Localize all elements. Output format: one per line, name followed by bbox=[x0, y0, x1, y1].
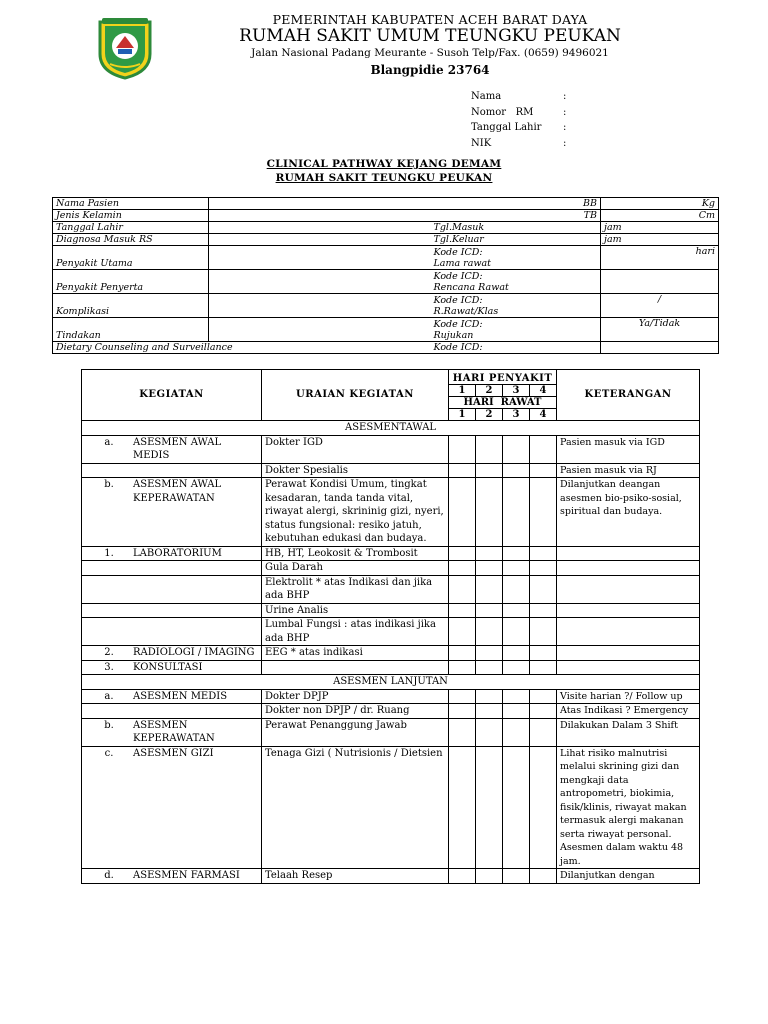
label-nama-pasien: Nama Pasien bbox=[53, 198, 209, 210]
day-check-cell[interactable] bbox=[449, 689, 476, 704]
day-check-cell[interactable] bbox=[503, 603, 530, 618]
day-check-cell[interactable] bbox=[476, 478, 503, 547]
day-check-cell[interactable] bbox=[449, 746, 476, 869]
day-check-cell[interactable] bbox=[530, 463, 557, 478]
table-row bbox=[82, 575, 700, 603]
table-row bbox=[82, 718, 700, 746]
cell-kegiatan bbox=[82, 618, 262, 646]
day-check-cell[interactable] bbox=[503, 618, 530, 646]
row-kegiatan: ASESMEN MEDIS bbox=[133, 690, 228, 702]
row-index: c. bbox=[104, 747, 114, 759]
table-row bbox=[82, 869, 700, 884]
day-3: 3 bbox=[503, 385, 530, 397]
label-tindakan: Tindakan bbox=[53, 318, 209, 342]
row-keterangan: Visite harian ?/ Follow up bbox=[557, 689, 700, 704]
table-row bbox=[82, 546, 700, 561]
pathway-table bbox=[81, 369, 700, 884]
spacer bbox=[209, 246, 431, 270]
label-jam-masuk: jam bbox=[601, 222, 719, 234]
row-uraian: Dokter non DPJP / dr. Ruang bbox=[262, 704, 449, 719]
row-uraian: Dokter DPJP bbox=[262, 689, 449, 704]
id-colon: : bbox=[563, 106, 567, 118]
day-check-cell[interactable] bbox=[530, 618, 557, 646]
row-kegiatan: LABORATORIUM bbox=[133, 547, 222, 559]
cell-kegiatan bbox=[82, 869, 262, 884]
row-index: d. bbox=[104, 870, 114, 881]
row-uraian: EEG * atas indikasi bbox=[262, 646, 449, 661]
row-index: 3. bbox=[104, 661, 114, 673]
day-check-cell[interactable] bbox=[530, 478, 557, 547]
row-index: a. bbox=[104, 436, 114, 448]
label-diagnosa: Diagnosa Masuk RS bbox=[53, 234, 209, 246]
day-2: 2 bbox=[476, 409, 503, 421]
label-komplikasi: Komplikasi bbox=[53, 294, 209, 318]
id-label-nik: NIK bbox=[471, 137, 492, 149]
row-uraian: Gula Darah bbox=[262, 561, 449, 576]
label-kode-icd-4: Kode ICD: bbox=[433, 319, 483, 330]
table-row bbox=[82, 463, 700, 478]
row-uraian: Urine Analis bbox=[262, 603, 449, 618]
day-check-cell[interactable] bbox=[476, 561, 503, 576]
cell-kegiatan bbox=[82, 646, 262, 661]
label-kode-icd-1: Kode ICD: bbox=[433, 247, 483, 258]
row-uraian: Telaah Resep bbox=[262, 869, 449, 884]
day-check-cell[interactable] bbox=[476, 575, 503, 603]
row-index: 1. bbox=[104, 547, 114, 559]
label-hari: hari bbox=[601, 246, 719, 270]
label-penyakit-penyerta: Penyakit Penyerta bbox=[53, 270, 209, 294]
day-check-cell[interactable] bbox=[449, 718, 476, 746]
day-check-cell[interactable] bbox=[449, 463, 476, 478]
row-keterangan bbox=[557, 546, 700, 561]
table-row bbox=[82, 478, 700, 547]
day-check-cell[interactable] bbox=[449, 603, 476, 618]
day-check-cell[interactable] bbox=[530, 718, 557, 746]
label-tgl-keluar: Tgl.Keluar bbox=[431, 234, 601, 246]
row-keterangan: Lihat risiko malnutrisi melalui skrining gizi dan mengkaji data antropometri, biokimia, fisik/klinis, riwayat makan termasuk alergi makanan serta riwayat personal. Asesmen dalam waktu 48 jam. bbox=[557, 746, 700, 869]
label-slash: / bbox=[601, 294, 719, 318]
row-index: a. bbox=[104, 690, 114, 702]
day-check-cell[interactable] bbox=[530, 546, 557, 561]
day-check-cell[interactable] bbox=[476, 603, 503, 618]
day-check-cell[interactable] bbox=[503, 746, 530, 869]
label-tgl-masuk: Tgl.Masuk bbox=[431, 222, 601, 234]
cell-kegiatan bbox=[82, 575, 262, 603]
label-kg: Kg bbox=[601, 198, 719, 210]
id-colon: : bbox=[563, 91, 567, 102]
day-check-cell[interactable] bbox=[449, 478, 476, 547]
day-check-cell[interactable] bbox=[449, 435, 476, 463]
id-label-nama: Nama bbox=[471, 91, 502, 102]
table-row bbox=[82, 660, 700, 675]
row-keterangan bbox=[557, 618, 700, 646]
section-asesmen-awal: ASESMENTAWAL bbox=[82, 421, 700, 436]
table-row bbox=[82, 689, 700, 704]
day-check-cell[interactable] bbox=[530, 660, 557, 675]
day-check-cell[interactable] bbox=[449, 869, 476, 884]
day-check-cell[interactable] bbox=[530, 646, 557, 661]
header-city: Blangpidie 23764 bbox=[370, 63, 490, 77]
table-row bbox=[82, 561, 700, 576]
spacer bbox=[209, 234, 431, 246]
cell-kegiatan bbox=[82, 704, 262, 719]
day-check-cell[interactable] bbox=[530, 603, 557, 618]
day-check-cell[interactable] bbox=[503, 704, 530, 719]
label-cm: Cm bbox=[601, 210, 719, 222]
day-check-cell[interactable] bbox=[449, 546, 476, 561]
cell-kegiatan bbox=[82, 546, 262, 561]
day-check-cell[interactable] bbox=[530, 689, 557, 704]
row-uraian: Lumbal Fungsi : atas indikasi jika ada BHP bbox=[262, 618, 449, 646]
spacer bbox=[209, 270, 431, 294]
id-colon: : bbox=[563, 137, 567, 149]
row-uraian: Dokter IGD bbox=[262, 435, 449, 463]
day-check-cell[interactable] bbox=[530, 746, 557, 869]
day-check-cell[interactable] bbox=[449, 575, 476, 603]
table-row bbox=[82, 646, 700, 661]
spacer bbox=[209, 318, 431, 342]
day-check-cell[interactable] bbox=[476, 546, 503, 561]
row-kegiatan: ASESMEN AWAL MEDIS bbox=[133, 436, 222, 461]
day-check-cell[interactable] bbox=[449, 646, 476, 661]
row-uraian: HB, HT, Leokosit & Trombosit bbox=[262, 546, 449, 561]
day-check-cell[interactable] bbox=[476, 718, 503, 746]
cell-kegiatan bbox=[82, 435, 262, 463]
day-check-cell[interactable] bbox=[503, 718, 530, 746]
label-r-rawat-klas: R.Rawat/Klas bbox=[433, 306, 499, 317]
row-index: 2. bbox=[104, 647, 114, 658]
table-row bbox=[82, 603, 700, 618]
cell-kegiatan bbox=[82, 746, 262, 869]
day-check-cell[interactable] bbox=[530, 575, 557, 603]
day-4: 4 bbox=[530, 385, 557, 397]
day-check-cell[interactable] bbox=[503, 546, 530, 561]
row-uraian: Perawat Penanggung Jawab bbox=[262, 718, 449, 746]
asesmen-awal-rows bbox=[82, 435, 700, 675]
col-uraian: URAIAN KEGIATAN bbox=[262, 370, 449, 421]
row-keterangan bbox=[557, 561, 700, 576]
section-asesmen-lanjutan: ASESMEN LANJUTAN bbox=[82, 675, 700, 690]
row-index: b. bbox=[104, 479, 114, 490]
row-keterangan: Pasien masuk via IGD bbox=[557, 435, 700, 463]
row-uraian: Elektrolit * atas Indikasi dan jika ada BHP bbox=[262, 575, 449, 603]
hospital-logo bbox=[96, 16, 154, 80]
day-check-cell[interactable] bbox=[530, 561, 557, 576]
day-check-cell[interactable] bbox=[476, 704, 503, 719]
label-jenis-kelamin: Jenis Kelamin bbox=[53, 210, 209, 222]
spacer bbox=[209, 294, 431, 318]
col-keterangan: KETERANGAN bbox=[557, 370, 700, 421]
label-tanggal-lahir: Tanggal Lahir bbox=[53, 222, 209, 234]
day-check-cell[interactable] bbox=[476, 869, 503, 884]
spacer bbox=[209, 222, 431, 234]
document-subtitle: RUMAH SAKIT TEUNGKU PEUKAN bbox=[275, 172, 493, 184]
day-check-cell[interactable] bbox=[449, 704, 476, 719]
label-kode-icd-3: Kode ICD: bbox=[433, 295, 483, 306]
patient-id-block bbox=[471, 89, 573, 151]
day-check-cell[interactable] bbox=[503, 660, 530, 675]
table-row bbox=[82, 746, 700, 869]
header-address: Jalan Nasional Padang Meurante - Susoh Telp/Fax. (0659) 9496021 bbox=[251, 47, 609, 59]
day-check-cell[interactable] bbox=[476, 660, 503, 675]
header-hospital-name: RUMAH SAKIT UMUM TEUNGKU PEUKAN bbox=[239, 26, 621, 46]
row-kegiatan: ASESMEN GIZI bbox=[133, 747, 214, 759]
empty-cell bbox=[601, 342, 719, 354]
label-kode-icd-5: Kode ICD: bbox=[431, 342, 601, 354]
label-rujukan: Rujukan bbox=[433, 330, 474, 341]
cell-kegiatan bbox=[82, 660, 262, 675]
cell-kegiatan bbox=[82, 718, 262, 746]
cell-kegiatan bbox=[82, 561, 262, 576]
label-lama-rawat: Lama rawat bbox=[433, 258, 491, 269]
row-keterangan bbox=[557, 575, 700, 603]
id-colon: : bbox=[563, 122, 567, 133]
row-uraian: Dokter Spesialis bbox=[262, 463, 449, 478]
label-kode-icd-2: Kode ICD: bbox=[433, 271, 483, 282]
row-keterangan: Atas Indikasi ? Emergency bbox=[557, 704, 700, 719]
day-check-cell[interactable] bbox=[476, 435, 503, 463]
day-check-cell[interactable] bbox=[503, 463, 530, 478]
day-check-cell[interactable] bbox=[530, 435, 557, 463]
label-ya-tidak: Ya/Tidak bbox=[601, 318, 719, 342]
col-hari-rawat: HARI RAWAT bbox=[449, 397, 557, 409]
asesmen-lanjutan-rows bbox=[82, 689, 700, 883]
table-row bbox=[82, 704, 700, 719]
label-bb: BB bbox=[209, 198, 601, 210]
day-check-cell[interactable] bbox=[503, 435, 530, 463]
cell-kegiatan bbox=[82, 603, 262, 618]
day-check-cell[interactable] bbox=[503, 478, 530, 547]
day-check-cell[interactable] bbox=[449, 618, 476, 646]
cell-kegiatan bbox=[82, 689, 262, 704]
row-uraian: Perawat Kondisi Umum, tingkat kesadaran, tanda tanda vital, riwayat alergi, skrininig gizi, nyeri, status fungsional: resiko jatuh, kebutuhan edukasi dan budaya. bbox=[262, 478, 449, 547]
row-uraian: Tenaga Gizi ( Nutrisionis / Dietsien bbox=[262, 746, 449, 869]
label-penyakit-utama: Penyakit Utama bbox=[53, 246, 209, 270]
day-check-cell[interactable] bbox=[503, 689, 530, 704]
day-check-cell[interactable] bbox=[476, 746, 503, 869]
label-dietary: Dietary Counseling and Surveillance bbox=[53, 342, 431, 354]
id-label-rm: Nomor RM bbox=[471, 106, 534, 118]
row-keterangan bbox=[557, 646, 700, 661]
day-check-cell[interactable] bbox=[476, 463, 503, 478]
day-check-cell[interactable] bbox=[530, 869, 557, 884]
row-keterangan bbox=[557, 603, 700, 618]
day-check-cell[interactable] bbox=[476, 618, 503, 646]
row-kegiatan: KONSULTASI bbox=[133, 661, 203, 673]
day-3: 3 bbox=[503, 409, 530, 421]
row-keterangan: Dilanjutkan deangan asesmen bio-psiko-sosial, spiritual dan budaya. bbox=[557, 478, 700, 547]
id-label-tgl: Tanggal Lahir bbox=[471, 122, 542, 133]
row-kegiatan: ASESMEN FARMASI bbox=[133, 870, 240, 881]
label-jam-keluar: jam bbox=[601, 234, 719, 246]
row-kegiatan: ASESMEN KEPERAWATAN bbox=[133, 719, 215, 744]
day-1: 1 bbox=[449, 409, 476, 421]
row-kegiatan: RADIOLOGI / IMAGING bbox=[133, 647, 255, 658]
row-keterangan: Pasien masuk via RJ bbox=[557, 463, 700, 478]
day-check-cell[interactable] bbox=[449, 561, 476, 576]
day-check-cell[interactable] bbox=[503, 646, 530, 661]
header-government: PEMERINTAH KABUPATEN ACEH BARAT DAYA bbox=[272, 12, 588, 27]
row-keterangan: Dilakukan Dalam 3 Shift bbox=[557, 718, 700, 746]
row-index: b. bbox=[104, 719, 114, 731]
day-4: 4 bbox=[530, 409, 557, 421]
col-hari-penyakit: HARI PENYAKIT bbox=[449, 370, 557, 385]
day-check-cell[interactable] bbox=[530, 704, 557, 719]
day-check-cell[interactable] bbox=[449, 660, 476, 675]
day-check-cell[interactable] bbox=[503, 869, 530, 884]
day-check-cell[interactable] bbox=[503, 561, 530, 576]
label-rencana-rawat: Rencana Rawat bbox=[433, 282, 509, 293]
table-row bbox=[82, 618, 700, 646]
patient-info-table bbox=[52, 197, 719, 354]
cell-kegiatan bbox=[82, 463, 262, 478]
row-uraian bbox=[262, 660, 449, 675]
day-check-cell[interactable] bbox=[503, 575, 530, 603]
cell-kegiatan bbox=[82, 478, 262, 547]
day-2: 2 bbox=[476, 385, 503, 397]
day-check-cell[interactable] bbox=[476, 689, 503, 704]
document-title: CLINICAL PATHWAY KEJANG DEMAM bbox=[266, 158, 502, 170]
table-row bbox=[82, 435, 700, 463]
day-1: 1 bbox=[449, 385, 476, 397]
row-keterangan bbox=[557, 660, 700, 675]
empty-cell bbox=[601, 270, 719, 294]
row-kegiatan: ASESMEN AWAL KEPERAWATAN bbox=[133, 479, 222, 504]
label-tb: TB bbox=[209, 210, 601, 222]
day-check-cell[interactable] bbox=[476, 646, 503, 661]
col-kegiatan: KEGIATAN bbox=[82, 370, 262, 421]
row-keterangan: Dilanjutkan dengan bbox=[557, 869, 700, 884]
